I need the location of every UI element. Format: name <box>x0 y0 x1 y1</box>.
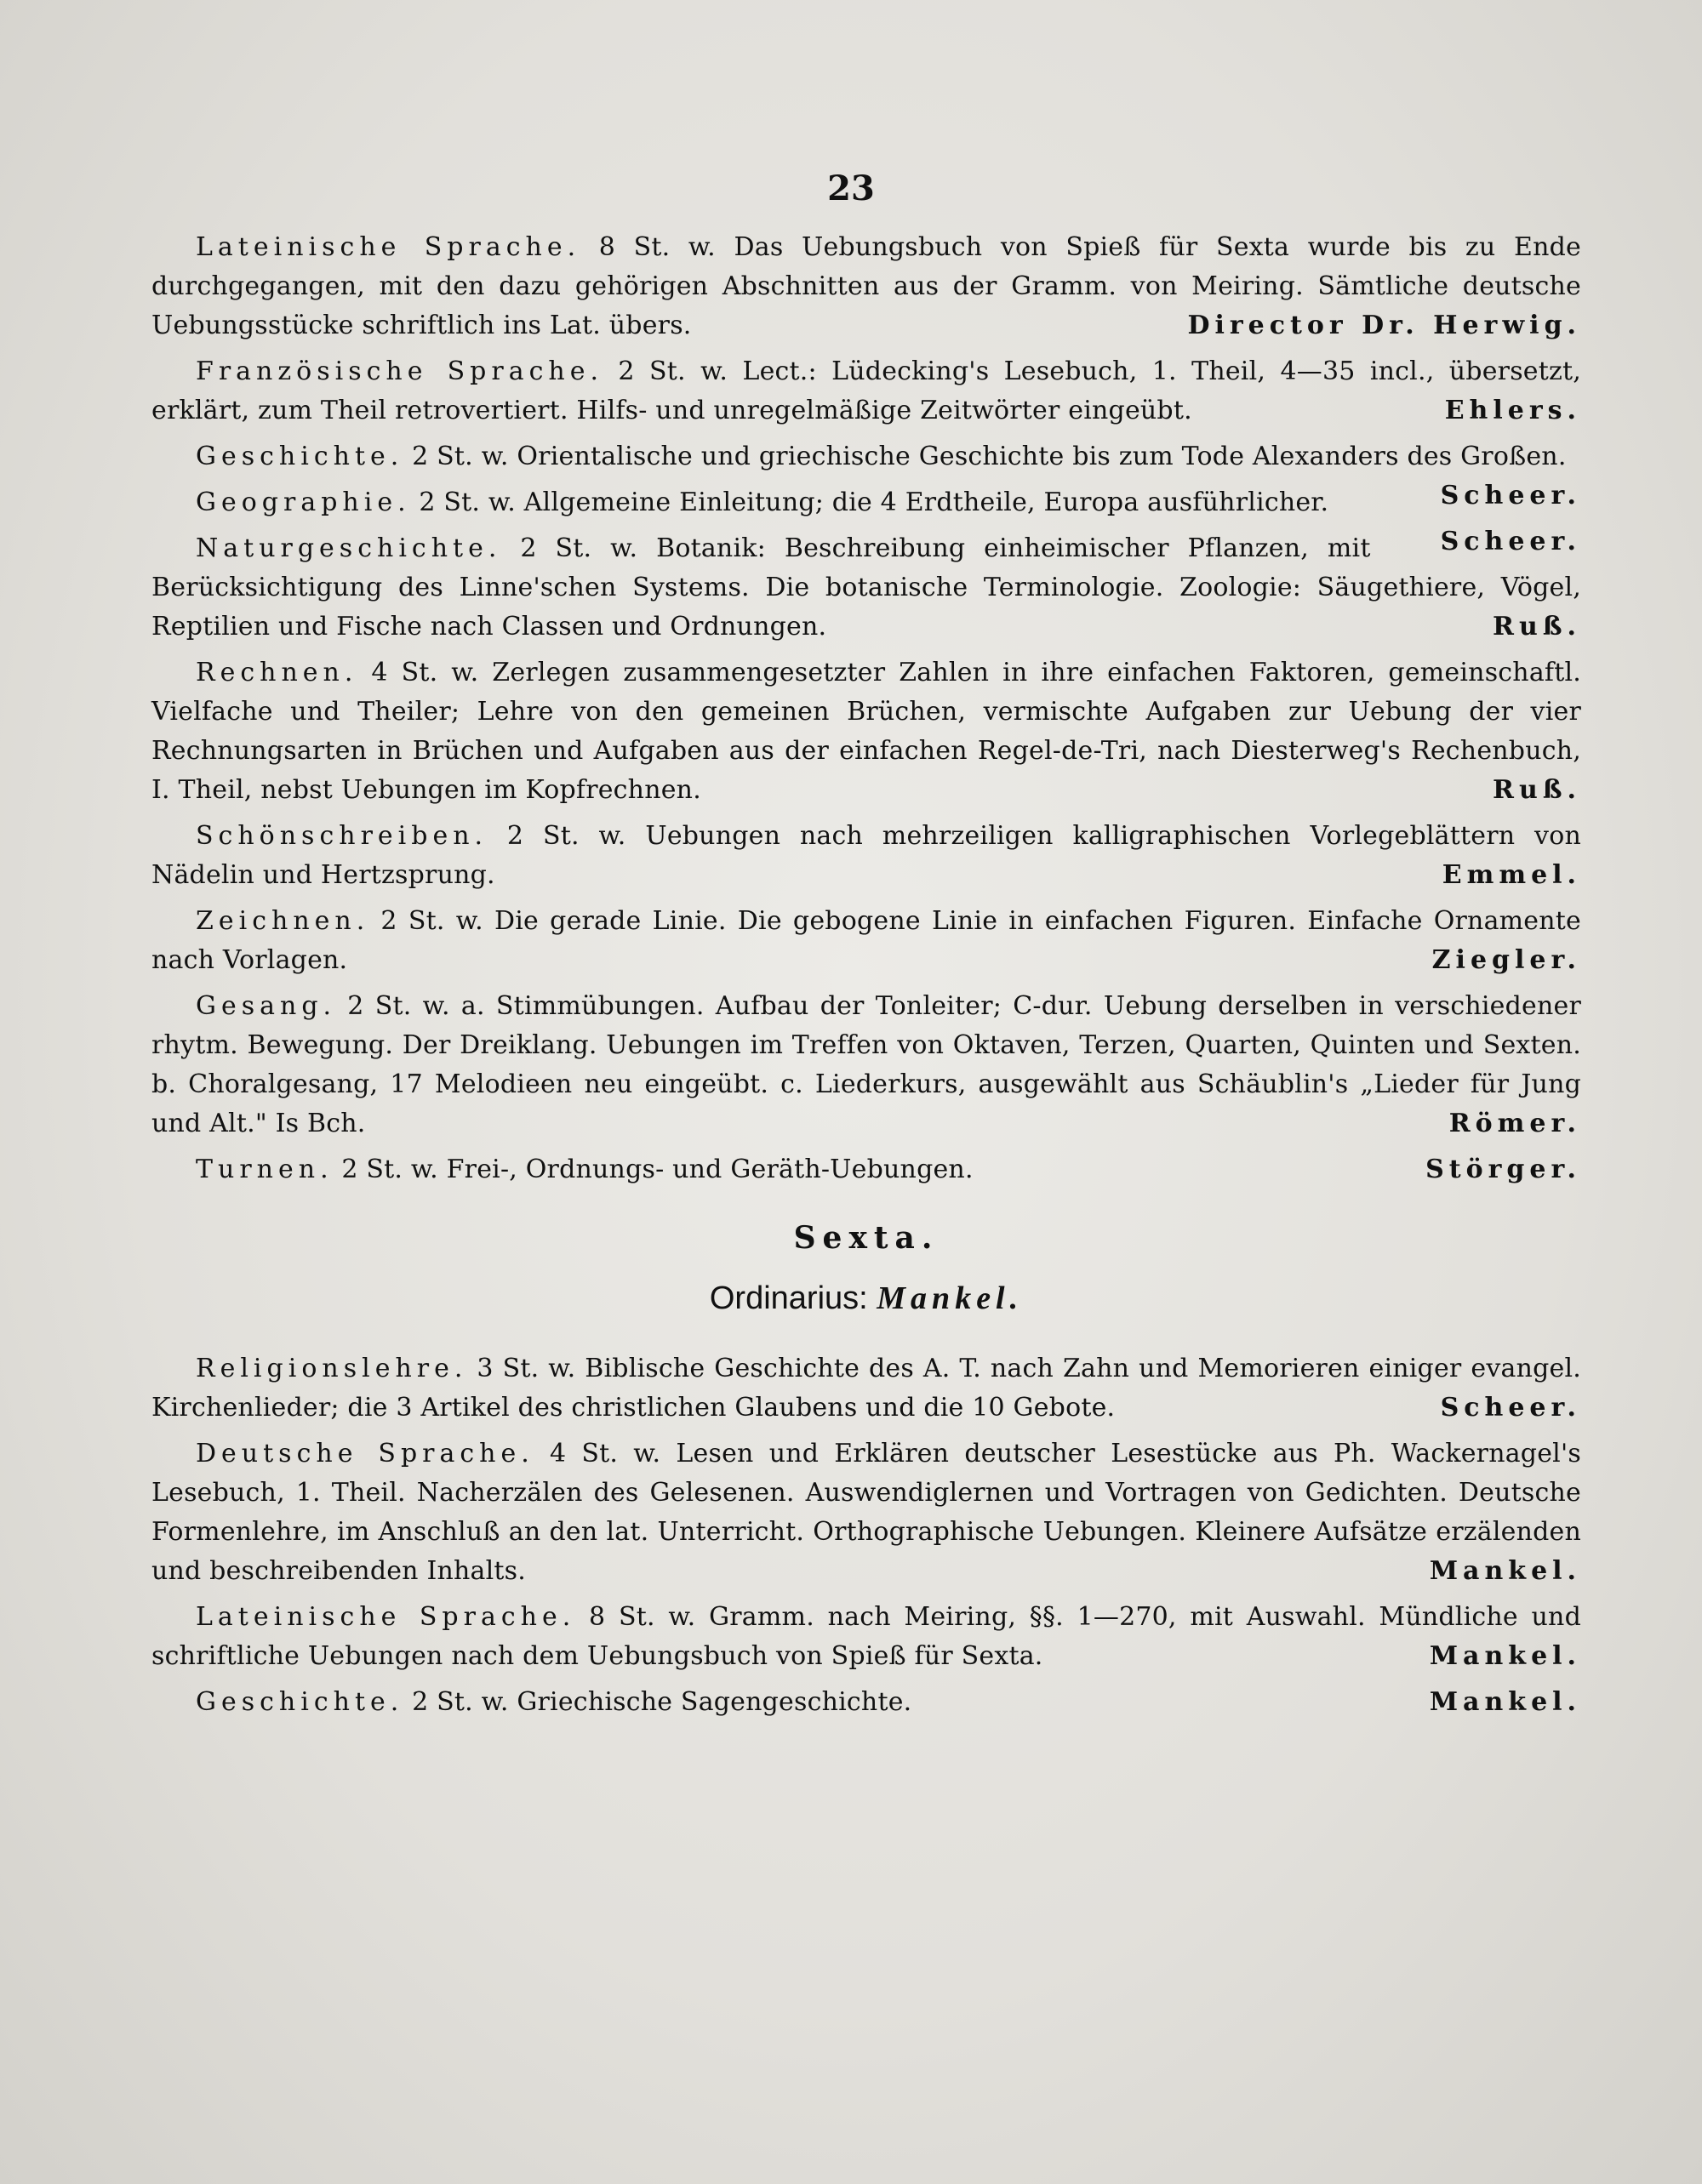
subject-entry <box>151 817 1581 895</box>
subject-description: 2 St. w. a. Stimmübungen. Aufbau der Tonleiter; C-dur. Uebung derselben in verschiedener rhytm. Bewegung. Der Dreiklang. Uebungen im Treffen von Oktaven, Terzen, Quarten, Quinten und Sexten. b. Choralgesang, 17 Melodieen neu eingeübt. c. Liederkurs, ausgewählt aus Schäublin's „Lieder für Jung und Alt." Is Bch. <box>151 991 1581 1138</box>
sexta-curriculum <box>151 1349 1581 1722</box>
subject-description: 8 St. w. Das Uebungsbuch von Spieß für Sexta wurde bis zu Ende durchgegangen, mit den dazu gehörigen Abschnitten aus der Gramm. von Meiring. Sämtliche deutsche Uebungsstücke schriftlich ins Lat. übers. <box>151 232 1581 340</box>
subject-description: 4 St. w. Zerlegen zusammengesetzter Zahlen in ihre einfachen Faktoren, gemeinschaftl. Vielfache und Theiler; Lehre von den gemeinen Brüchen, vermischte Aufgaben zur Uebung der vier Rechnungsarten in Brüchen und Aufgaben aus der einfachen Regel-de-Tri, nach Diesterweg's Rechenbuch, I. Theil, nebst Uebungen im Kopfrechnen. <box>151 658 1581 805</box>
subject-name: Rechnen. <box>196 658 358 687</box>
subject-description: 3 St. w. Biblische Geschichte des A. T. nach Zahn und Memorieren einiger evangel. Kirchenlieder; die 3 Artikel des christlichen Glaubens und die 10 Gebote. <box>151 1354 1581 1423</box>
teacher-name: Ruß. <box>1493 775 1581 805</box>
subject-entry <box>151 228 1581 345</box>
subject-name: Geschichte. <box>196 442 404 471</box>
subject-name: Religionslehre. <box>196 1354 468 1383</box>
subject-entry <box>151 529 1581 647</box>
ordinarius-label: Ordinarius: <box>709 1280 868 1316</box>
page-number: 23 <box>827 168 875 208</box>
tertia-curriculum <box>151 228 1581 1189</box>
subject-description: 2 St. w. Uebungen nach mehrzeiligen kalligraphischen Vorlegeblättern von Nädelin und Hertzsprung. <box>151 821 1581 890</box>
subject-description: 2 St. w. Griechische Sagengeschichte. <box>412 1687 912 1717</box>
teacher-name: Ruß. <box>1493 612 1581 642</box>
teacher-name: Emmel. <box>1442 860 1581 890</box>
subject-name: Geographie. <box>196 488 411 517</box>
subject-name: Gesang. <box>196 991 337 1021</box>
subject-name: Deutsche Sprache. <box>196 1439 534 1468</box>
subject-description: 2 St. w. Die gerade Linie. Die gebogene Linie in einfachen Figuren. Einfache Ornamente nach Vorlagen. <box>151 906 1581 975</box>
subject-name: Lateinische Sprache. <box>196 1602 576 1632</box>
subject-entry <box>151 653 1581 810</box>
subject-entry <box>151 1598 1581 1676</box>
teacher-name: Mankel. <box>1429 1641 1581 1671</box>
subject-name: Naturgeschichte. <box>196 533 502 563</box>
subject-entry <box>151 352 1581 431</box>
subject-description: 4 St. w. Lesen und Erklären deutscher Lesestücke aus Ph. Wackernagel's Lesebuch, 1. Theil. Nacherzälen des Gelesenen. Auswendiglernen und Vortragen von Gedichten. Deutsche Formenlehre, im Anschluß an den lat. Unterricht. Orthographische Uebungen. Kleinere Aufsätze erzälenden und beschreibenden Inhalts. <box>151 1439 1581 1586</box>
ordinarius-name: Mankel. <box>877 1280 1024 1316</box>
page-content <box>151 228 1581 1729</box>
subject-name: Französische Sprache. <box>196 356 604 386</box>
teacher-name: Scheer. <box>1440 481 1581 510</box>
ordinarius-line <box>151 1280 1581 1317</box>
subject-name: Zeichnen. <box>196 906 370 936</box>
subject-description: 8 St. w. Gramm. nach Meiring, §§. 1—270, mit Auswahl. Mündliche und schriftliche Uebungen nach dem Uebungsbuch von Spieß für Sexta. <box>151 1602 1581 1671</box>
subject-name: Schönschreiben. <box>196 821 488 851</box>
subject-name: Turnen. <box>196 1155 334 1184</box>
teacher-name: Director Dr. Herwig. <box>1187 311 1581 340</box>
teacher-name: Scheer. <box>1440 527 1581 556</box>
teacher-name: Mankel. <box>1429 1687 1581 1717</box>
subject-entry <box>151 1349 1581 1428</box>
subject-entry <box>151 1150 1581 1189</box>
subject-entry <box>151 1434 1581 1591</box>
teacher-name: Römer. <box>1448 1109 1581 1138</box>
teacher-name: Ehlers. <box>1444 396 1581 425</box>
subject-description: 2 St. w. Lect.: Lüdecking's Lesebuch, 1. Theil, 4—35 incl., übersetzt, erklärt, zum Theil retrovertiert. Hilfs- und unregelmäßige Zeitwörter eingeübt. <box>151 356 1581 425</box>
teacher-name: Störger. <box>1425 1155 1581 1184</box>
subject-entry <box>151 1683 1581 1722</box>
teacher-name: Scheer. <box>1440 1393 1581 1423</box>
subject-entry <box>151 902 1581 980</box>
subject-name: Lateinische Sprache. <box>196 232 581 262</box>
subject-name: Geschichte. <box>196 1687 404 1717</box>
subject-entry <box>151 987 1581 1143</box>
subject-description: 2 St. w. Frei-, Ordnungs- und Geräth-Uebungen. <box>341 1155 974 1184</box>
teacher-name: Mankel. <box>1429 1556 1581 1586</box>
subject-description: 2 St. w. Orientalische und griechische Geschichte bis zum Tode Alexanders des Großen. <box>412 442 1567 471</box>
subject-description: 2 St. w. Botanik: Beschreibung einheimischer Pflanzen, mit Berücksichtigung des Linne'schen Systems. Die botanische Terminologie. Zoologie: Säugethiere, Vögel, Reptilien und Fische nach Classen und Ordnungen. <box>151 533 1581 642</box>
subject-description: 2 St. w. Allgemeine Einleitung; die 4 Erdtheile, Europa ausführlicher. <box>419 488 1329 517</box>
section-title: Sexta. <box>793 1220 940 1256</box>
teacher-name: Ziegler. <box>1431 945 1581 975</box>
